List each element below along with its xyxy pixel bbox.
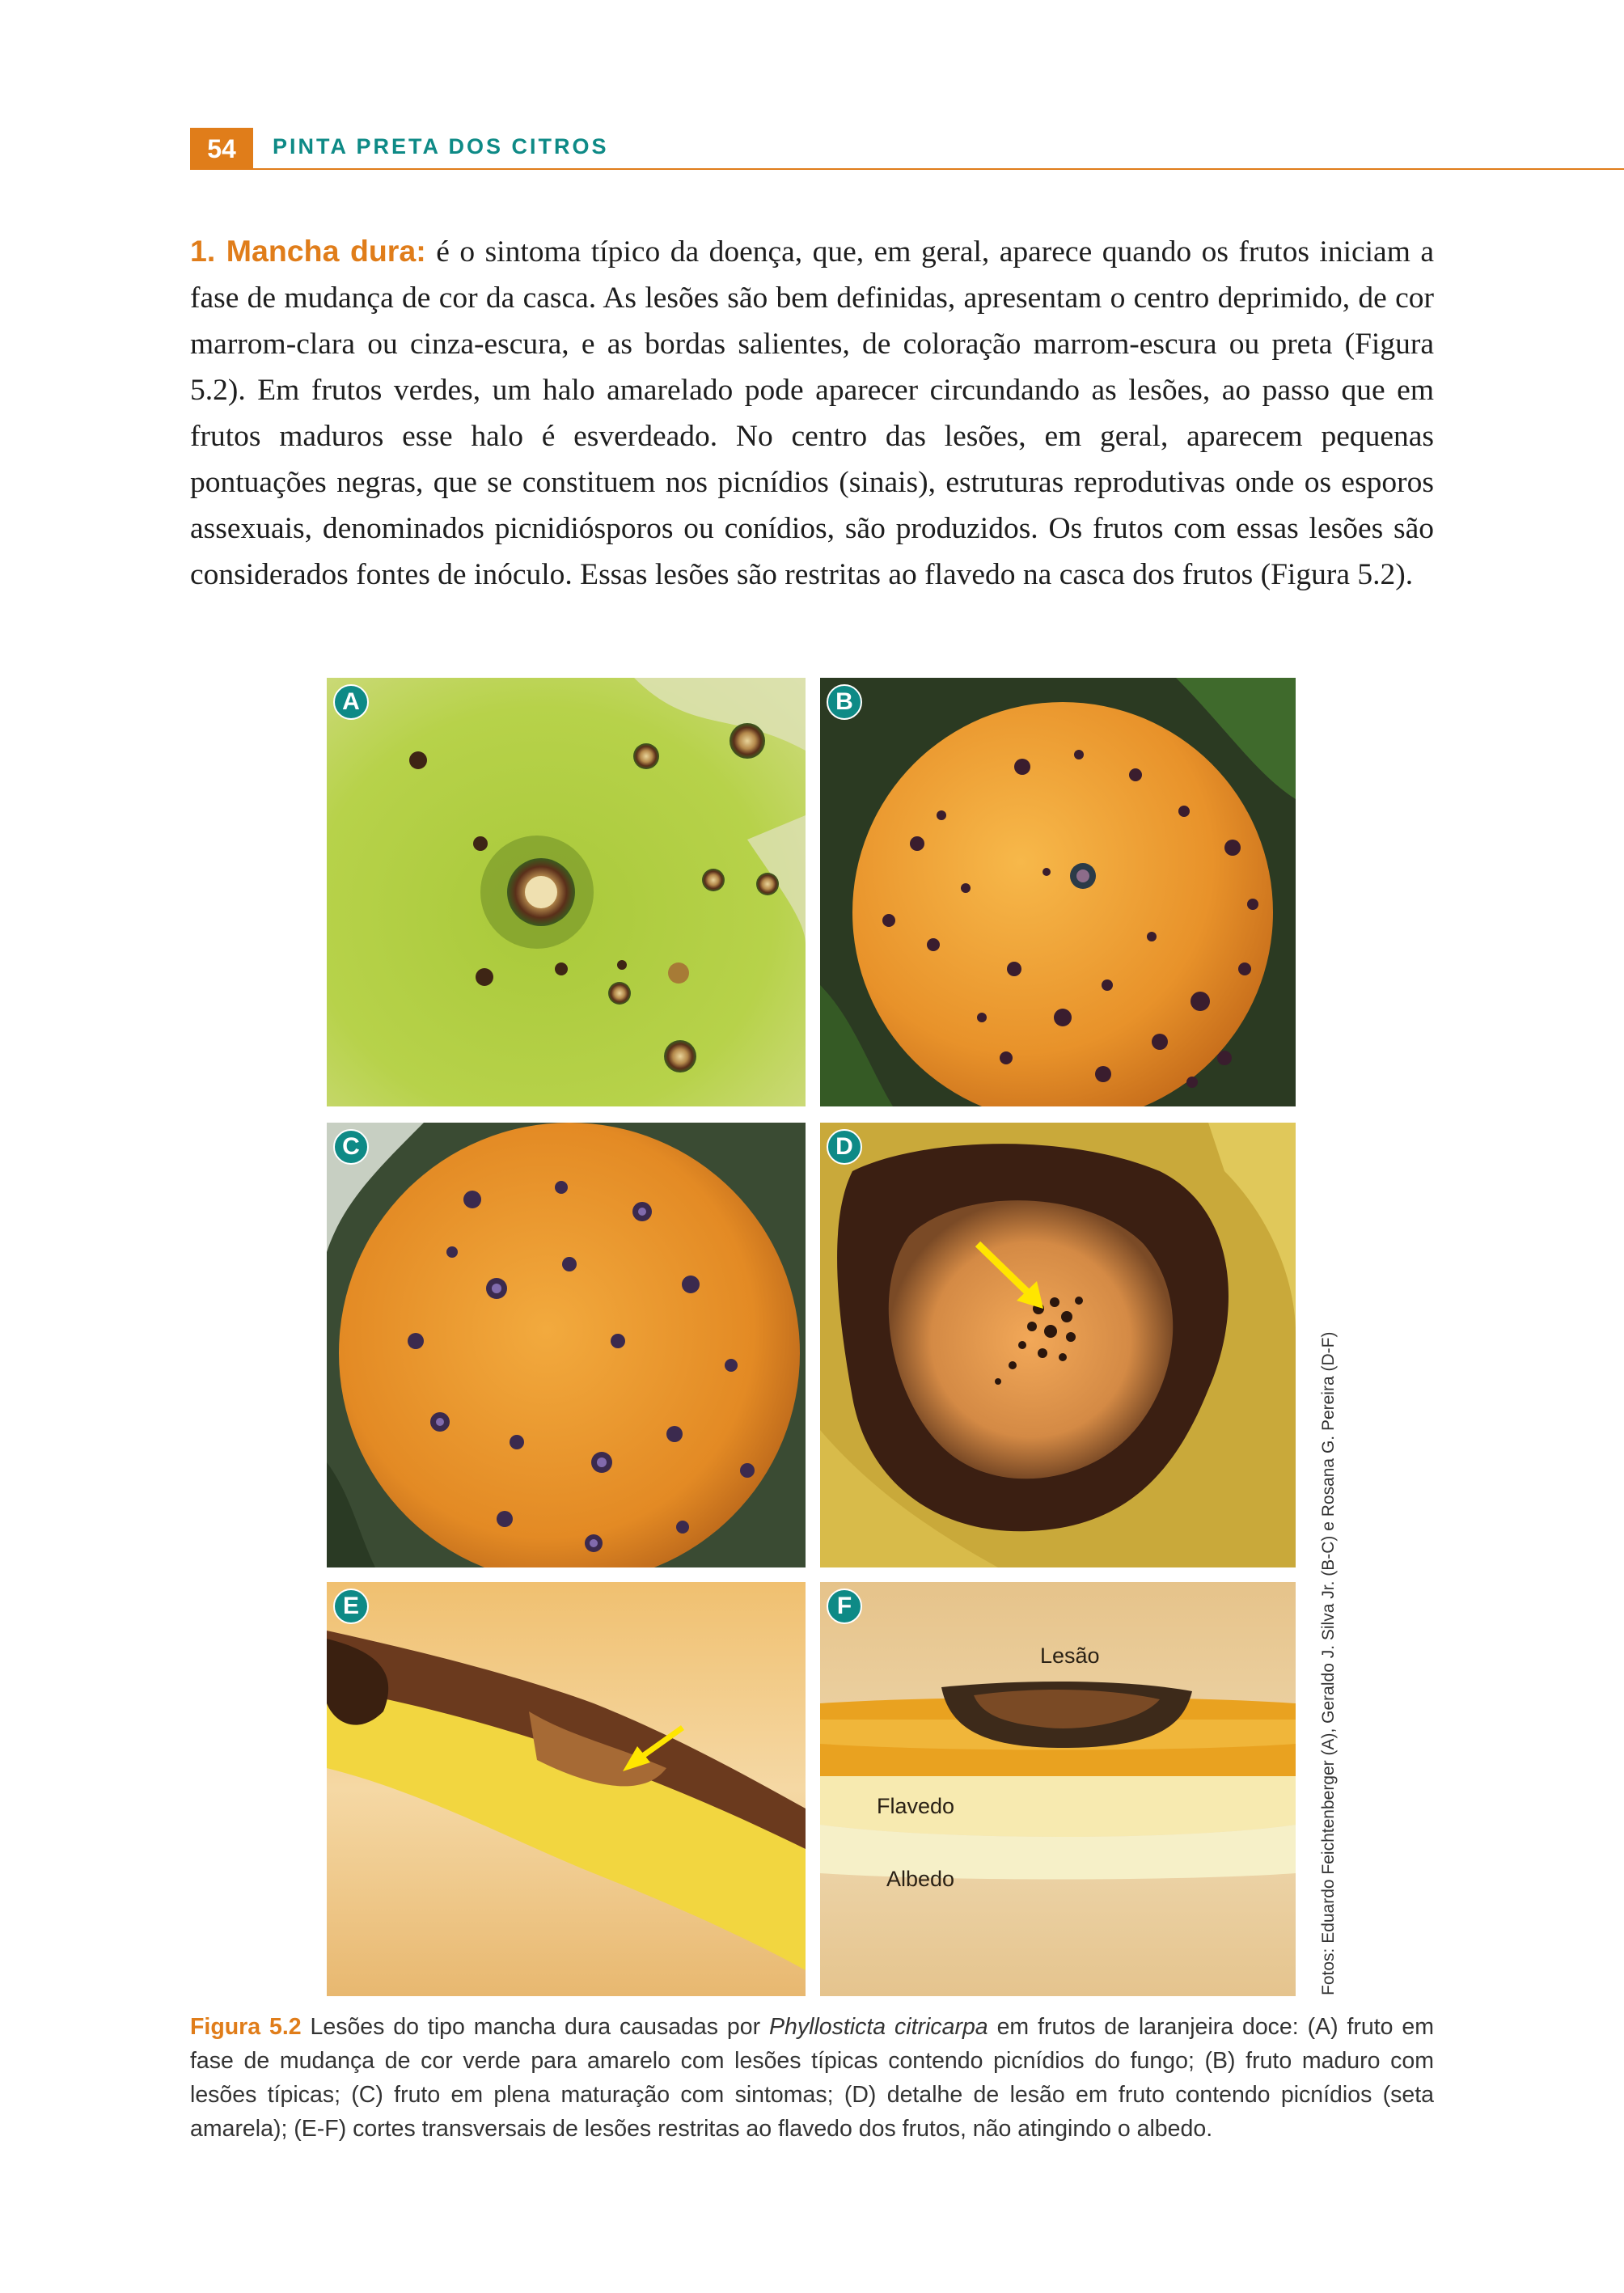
label-lesion: Lesão: [1040, 1644, 1100, 1668]
panel-badge-b: B: [827, 684, 862, 720]
figure-panel-d: [820, 1123, 1296, 1567]
figure-panel-e: [327, 1582, 806, 1996]
label-flavedo: Flavedo: [877, 1794, 955, 1818]
panel-badge-f: F: [827, 1589, 862, 1624]
paragraph-text: é o sintoma típico da doença, que, em geral, aparece quando os frutos iniciam a fase de mudança de cor da casca. As lesões são bem definidas, apresentam o centro deprimido, de cor marrom-clara ou cinza-escura, e as bordas salientes, de coloração marrom-escura ou preta (Figura 5.2). Em frutos verdes, um halo amarelado pode aparecer circundando as lesões, ao passo que em frutos maduros esse halo é esverdeado. No centro das lesões, em geral, aparecem pequenas pontuações negras, que se constituem nos picnídios (sinais), estruturas reprodutivas onde os esporos assexuais, denominados picnidiósporos ou conídios, são produzidos. Os frutos com essas lesões são considerados fontes de inóculo. Essas lesões são restritas ao flavedo na casca dos frutos (Figura 5.2).: [190, 235, 1435, 591]
mature-orange-lesions-photo: [820, 678, 1296, 1106]
ripe-orange-symptoms-photo: [327, 1123, 806, 1567]
page-header: [190, 128, 1624, 170]
label-albedo: Albedo: [886, 1867, 955, 1891]
figure-panel-a: [327, 678, 806, 1106]
figure-panel-c: [327, 1123, 806, 1567]
figure-panel-b: [820, 678, 1296, 1106]
running-title: PINTA PRETA DOS CITROS: [273, 134, 609, 159]
lesion-detail-pycnidia-photo: [820, 1123, 1296, 1567]
page-number: 54: [190, 128, 253, 170]
paragraph-lead: 1. Mancha dura:: [190, 234, 426, 268]
caption-species: Phyllosticta citricarpa: [769, 2014, 988, 2040]
figure-panel-f: [820, 1582, 1296, 1996]
panel-badge-e: E: [333, 1589, 369, 1624]
panel-badge-d: D: [827, 1129, 862, 1165]
panel-badge-a: A: [333, 684, 369, 720]
photo-credit: Fotos: Eduardo Feichtenberger (A), Geraldo J. Silva Jr. (B-C) e Rosana G. Pereira (D-F): [1319, 1331, 1338, 1995]
panel-badge-c: C: [333, 1129, 369, 1165]
header-rule: [253, 168, 1624, 170]
caption-text-2: em frutos de laranjeira doce: (A) fruto em fase de mudança de cor verde para amarelo com lesões típicas contendo picnídios do fungo; (B) fruto maduro com lesões típicas; (C) fruto em plena maturação com sintomas; (D) detalhe de lesão em fruto contendo picnídios (seta amarela); (E-F) cortes transversais de lesões restritas ao flavedo dos frutos, não atingindo o albedo.: [190, 2014, 1434, 2142]
body-paragraph: [190, 228, 1434, 598]
caption-text-1: Lesões do tipo mancha dura causadas por: [301, 2014, 769, 2040]
green-fruit-lesions-photo: [327, 678, 806, 1106]
cross-section-photo: [327, 1582, 806, 1996]
caption-label: Figura 5.2: [190, 2014, 302, 2040]
figure-caption: [190, 2010, 1434, 2146]
